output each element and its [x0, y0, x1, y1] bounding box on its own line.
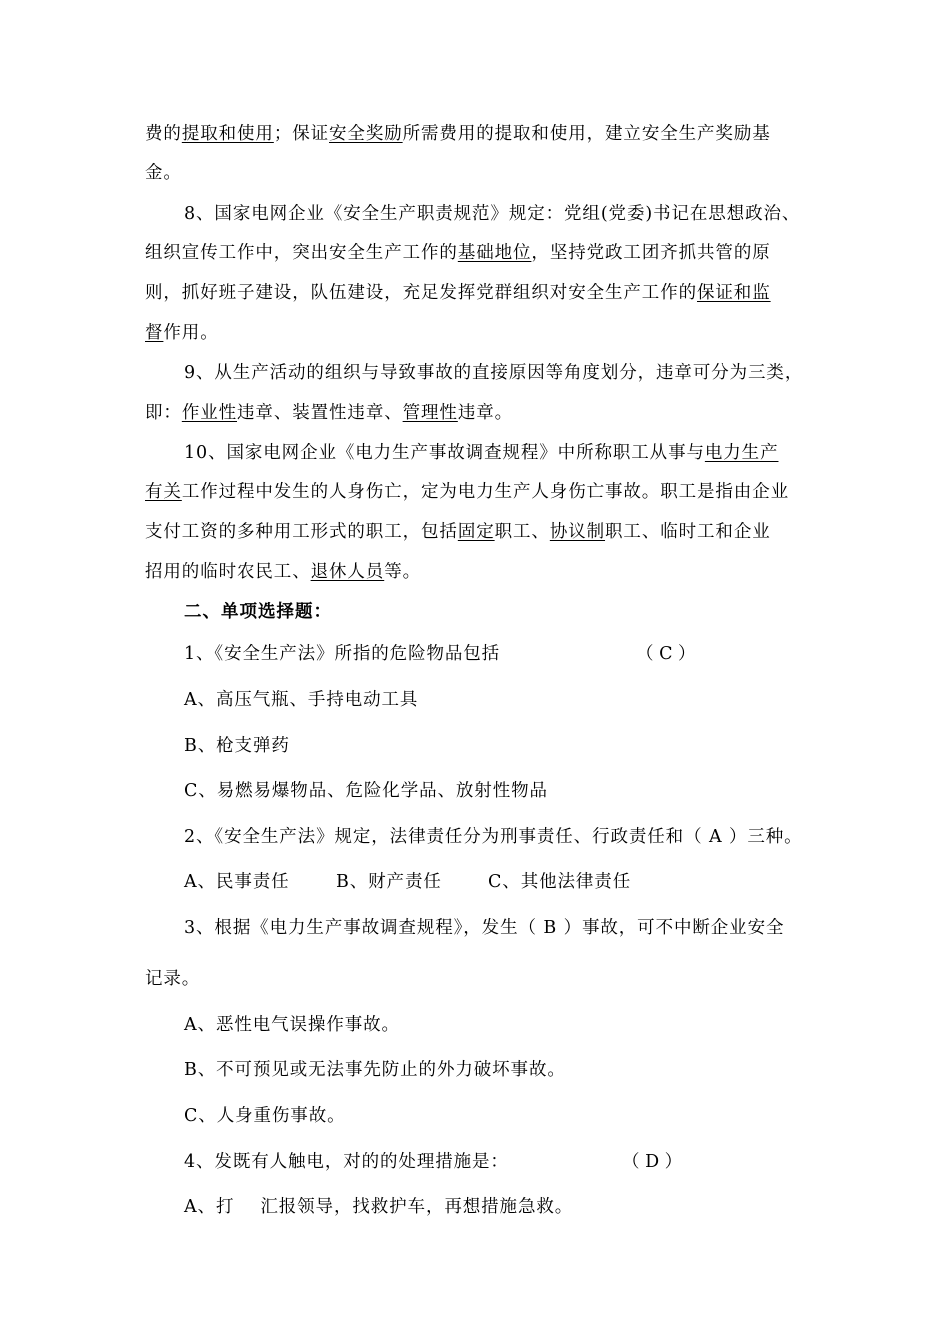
paragraph-line — [145, 398, 513, 428]
paragraph-line — [145, 278, 771, 308]
question-3-continuation: 记录。 — [145, 969, 201, 989]
section-heading: 二、单项选择题： — [184, 602, 332, 622]
underlined-answer: 提取和使用 — [181, 124, 274, 144]
paragraph-line — [145, 517, 771, 547]
underlined-answer: 退休人员 — [310, 562, 385, 582]
paragraph-line: 金。 — [145, 163, 182, 183]
underlined-answer: 安全奖励 — [329, 124, 403, 144]
option-line: C、其他法律责任 — [488, 872, 632, 892]
option-line: B、枪支弹药 — [184, 736, 290, 756]
paragraph-line — [145, 557, 421, 587]
underlined-answer: 保证和监 — [697, 283, 771, 303]
text-run: 招用的临时农民工、 — [145, 562, 311, 582]
underlined-answer: 作业性 — [181, 403, 238, 423]
underlined-answer: 电力生产 — [704, 443, 779, 463]
text-run: 违章、装置性违章、 — [237, 403, 403, 423]
question-1: 1、《安全生产法》所指的危险物品包括 — [184, 644, 501, 664]
text-run: 支付工资的多种用工形式的职工，包括 — [145, 522, 458, 542]
paragraph-line — [184, 438, 778, 468]
paragraph-line: 9、从生产活动的组织与导致事故的直接原因等角度划分，违章可分为三类， — [184, 363, 804, 383]
text-run: ；保证 — [273, 124, 330, 144]
text-run: 费的 — [145, 124, 182, 144]
underlined-answer: 基础地位 — [457, 243, 532, 263]
underlined-answer: 督 — [145, 323, 164, 343]
text-run: 职工、 — [494, 522, 550, 542]
question-4-answer: （ D ） — [622, 1152, 683, 1172]
paragraph-line: 8、国家电网企业《安全生产职责规范》规定：党组(党委)书记在思想政治、 — [184, 204, 801, 224]
option-line: A、恶性电气误操作事故。 — [184, 1015, 400, 1035]
text-run: 组织宣传工作中，突出安全生产工作的 — [145, 243, 458, 263]
text-run: 工作过程中发生的人身伤亡，定为电力生产人身伤亡事故。职工是指由企业 — [181, 482, 790, 502]
text-run: 汇报领导，找救护车，再想措施急救。 — [260, 1197, 574, 1217]
question-1-answer: （ C ） — [636, 644, 696, 664]
question-3: 3、根据《电力生产事故调查规程》，发生（ B ）事故，可不中断企业安全 — [184, 918, 785, 938]
underlined-answer: 协议制 — [549, 522, 606, 542]
text-run: 10、国家电网企业《电力生产事故调查规程》中所称职工从事与 — [184, 443, 705, 463]
paragraph-line — [145, 119, 771, 149]
text-run: A、打 — [184, 1197, 235, 1217]
option-line: C、易燃易爆物品、危险化学品、放射性物品 — [184, 781, 548, 801]
underlined-answer: 管理性 — [402, 403, 458, 423]
text-run: 所需费用的提取和使用，建立安全生产奖励基 — [402, 124, 771, 144]
option-line: B、不可预见或无法事先防止的外力破坏事故。 — [184, 1060, 566, 1080]
option-line — [184, 1192, 573, 1222]
paragraph-line — [145, 318, 219, 348]
underlined-answer: 有关 — [145, 482, 182, 502]
text-run: 职工、临时工和企业 — [605, 522, 771, 542]
text-run: 即： — [145, 403, 182, 423]
underlined-answer: 固定 — [457, 522, 495, 542]
text-run: 违章。 — [457, 403, 514, 423]
option-line: A、高压气瓶、手持电动工具 — [184, 690, 419, 710]
paragraph-line — [145, 477, 789, 507]
text-run: 等。 — [384, 562, 422, 582]
question-2: 2、《安全生产法》规定，法律责任分为刑事责任、行政责任和（ A ）三种。 — [184, 827, 803, 847]
text-run: 则，抓好班子建设，队伍建设，充足发挥党群组织对安全生产工作的 — [145, 283, 697, 303]
option-line: C、人身重伤事故。 — [184, 1106, 346, 1126]
text-run: ，坚持党政工团齐抓共管的原 — [531, 243, 771, 263]
option-line: B、财产责任 — [336, 872, 442, 892]
question-4: 4、发既有人触电，对的的处理措施是： — [184, 1152, 509, 1172]
text-run: 作用。 — [163, 323, 219, 343]
paragraph-line — [145, 238, 771, 268]
option-line: A、民事责任 — [184, 872, 290, 892]
